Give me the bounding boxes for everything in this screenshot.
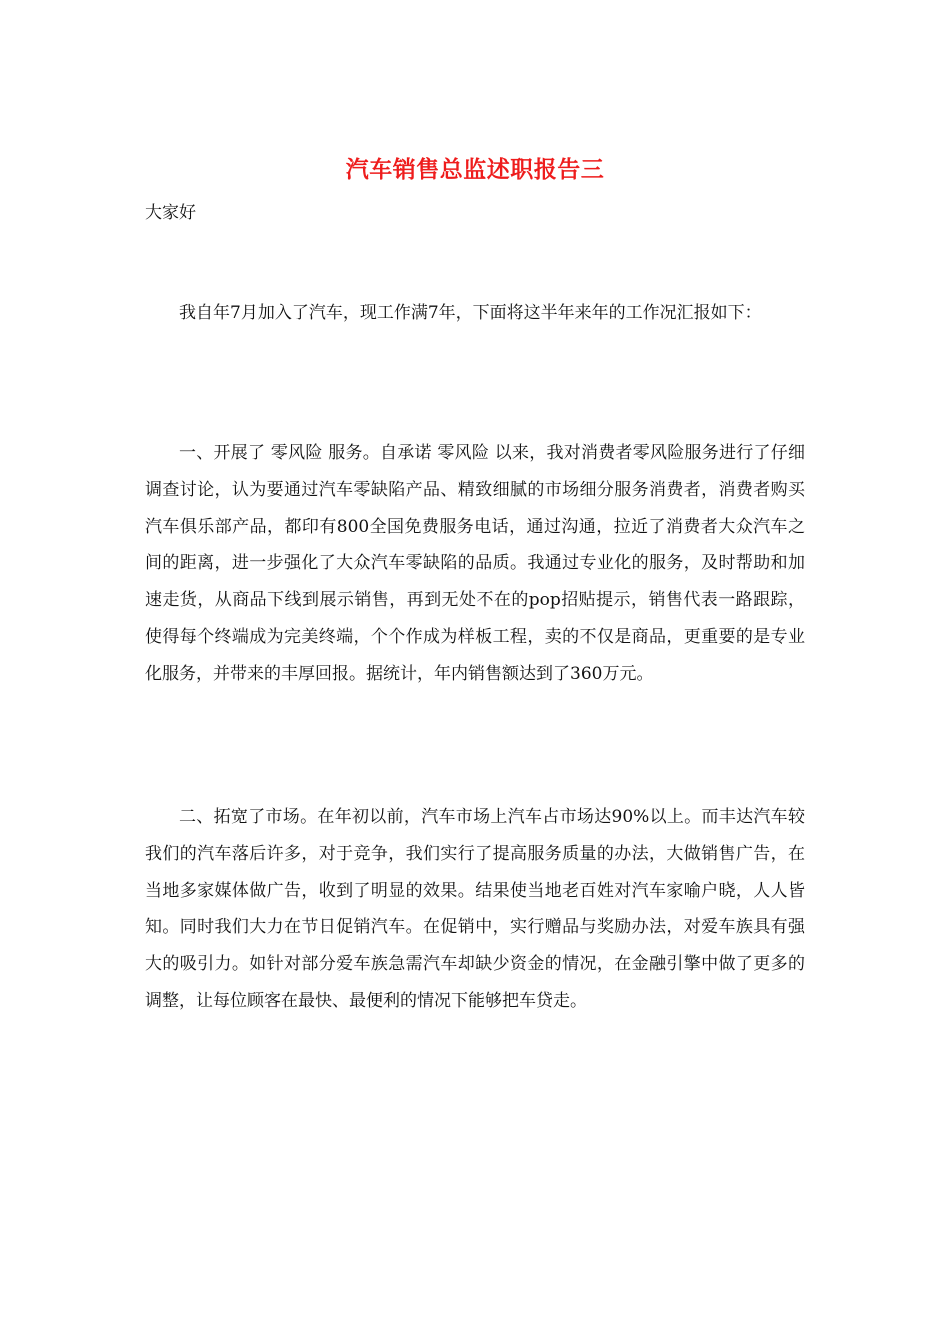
greeting: 大家好 bbox=[145, 203, 196, 223]
document-title: 汽车销售总监述职报告三 bbox=[345, 156, 605, 183]
paragraph-section-two: 二、拓宽了市场。在年初以前，汽车市场上汽车占市场达90%以上。而丰达汽车较我们的汽车落后许多，对于竞争，我们实行了提高服务质量的办法，大做销售广告，在当地多家媒体做广告，收到了明显的效果。结果使当地老百姓对汽车家喻户晓，人人皆知。同时我们大力在节日促销汽车。在促销中，实行赠品与奖励办法，对爱车族具有强大的吸引力。如针对部分爱车族急需汽车却缺少资金的情况，在金融引擎中做了更多的调整，让每位顾客在最快、最便利的情况下能够把车贷走。 bbox=[145, 807, 805, 1011]
paragraph-intro: 我自年7月加入了汽车，现工作满7年，下面将这半年来年的工作况汇报如下： bbox=[179, 303, 762, 323]
paragraph-section-one: 一、开展了 零风险 服务。自承诺 零风险 以来，我对消费者零风险服务进行了仔细调查讨论，认为要通过汽车零缺陷产品、精致细腻的市场细分服务消费者，消费者购买汽车俱乐部产品，都印有800全国免费服务电话，通过沟通，拉近了消费者大众汽车之间的距离，进一步强化了大众汽车零缺陷的品质。我通过专业化的服务，及时帮助和加速走货，从商品下线到展示销售，再到无处不在的pop招贴提示，销售代表一路跟踪，使得每个终端成为完美终端，个个作成为样板工程，卖的不仅是商品，更重要的是专业化服务，并带来的丰厚回报。据统计，年内销售额达到了360万元。 bbox=[145, 443, 805, 684]
